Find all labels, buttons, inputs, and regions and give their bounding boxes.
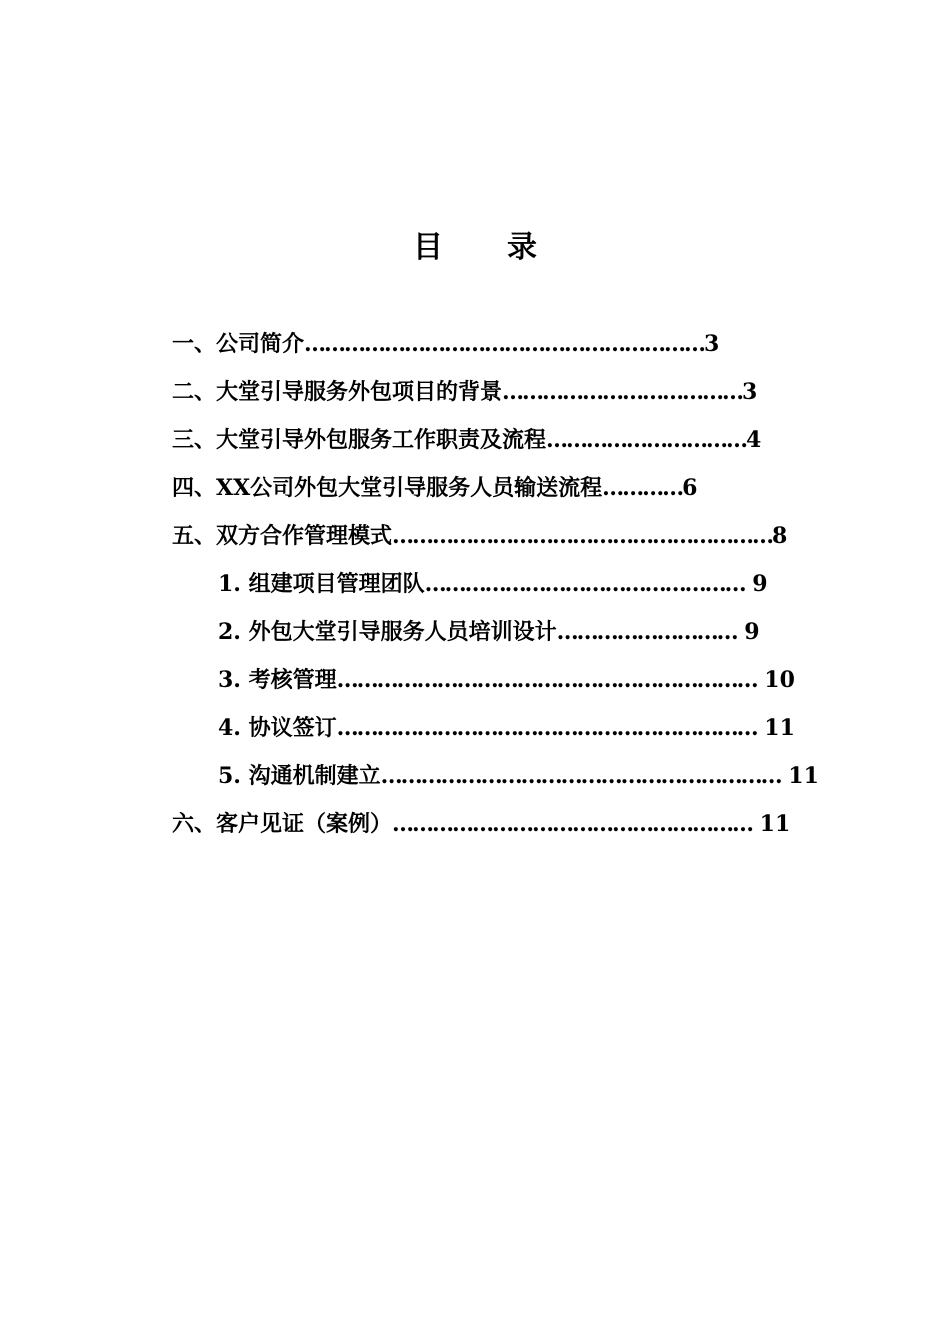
toc-entry-label: 1. 组建项目管理团队 bbox=[218, 571, 425, 597]
toc-title-char-1: 目 bbox=[413, 230, 443, 265]
toc-page-number: 8 bbox=[772, 523, 788, 549]
toc-leader-dots: …………………………………………………… bbox=[304, 331, 705, 357]
toc-entry-6[interactable] bbox=[172, 804, 792, 844]
toc-subentry-3[interactable] bbox=[218, 660, 795, 700]
toc-entry-label: 五、双方合作管理模式 bbox=[172, 523, 393, 549]
toc-page-number: 3 bbox=[742, 379, 758, 405]
toc-leader-dots: ……………………… bbox=[556, 619, 737, 645]
toc-entry-5[interactable] bbox=[172, 516, 788, 556]
toc-leader-dots: ……………………………… bbox=[502, 379, 743, 405]
toc-entry-label: 三、大堂引导外包服务工作职责及流程 bbox=[172, 427, 547, 453]
toc-subentry-4[interactable] bbox=[218, 708, 795, 748]
toc-leader-dots: ………………………………………… bbox=[424, 571, 745, 597]
toc-subentry-5[interactable] bbox=[218, 756, 819, 796]
toc-entry-label: 2. 外包大堂引导服务人员培训设计 bbox=[218, 619, 557, 645]
toc-entry-3[interactable] bbox=[172, 420, 762, 460]
toc-entry-label: 四、XX公司外包大堂引导服务人员输送流程 bbox=[172, 475, 603, 501]
toc-leader-dots: ………………………………………………… bbox=[392, 523, 773, 549]
toc-title bbox=[0, 222, 950, 266]
toc-entry-4[interactable] bbox=[172, 468, 762, 508]
toc-entry-2[interactable] bbox=[172, 372, 762, 412]
toc-entry-label: 二、大堂引导服务外包项目的背景 bbox=[172, 379, 503, 405]
toc-page-number: 11 bbox=[752, 811, 791, 837]
toc-page-number: 10 bbox=[756, 667, 795, 693]
toc-page-number: 4 bbox=[746, 427, 762, 453]
toc-entry-label: 一、公司简介 bbox=[172, 331, 305, 357]
toc-page-number: 9 bbox=[744, 571, 768, 597]
toc-page-number: 9 bbox=[736, 619, 760, 645]
toc-page-number: 11 bbox=[780, 763, 819, 789]
toc-leader-dots: ………… bbox=[602, 475, 683, 501]
toc-leader-dots: ……………………………………………… bbox=[392, 811, 753, 837]
toc-leader-dots: ……………………………………………………… bbox=[336, 715, 757, 741]
toc-title-char-2: 录 bbox=[507, 230, 537, 265]
toc-subentry-1[interactable] bbox=[218, 564, 778, 604]
toc-entry-label: 4. 协议签订 bbox=[218, 715, 337, 741]
toc-page-number: 11 bbox=[756, 715, 795, 741]
toc-entry-label: 5. 沟通机制建立 bbox=[218, 763, 381, 789]
toc-page-number: 3 bbox=[704, 331, 720, 357]
toc-entry-label: 六、客户见证（案例） bbox=[172, 811, 393, 837]
toc-leader-dots: …………………………………………………… bbox=[380, 763, 781, 789]
toc-subentry-2[interactable] bbox=[218, 612, 778, 652]
toc-page-number: 6 bbox=[682, 475, 698, 501]
toc-entry-1[interactable] bbox=[172, 324, 762, 364]
toc-entry-label: 3. 考核管理 bbox=[218, 667, 337, 693]
toc-leader-dots: ……………………………………………………… bbox=[336, 667, 757, 693]
toc-leader-dots: ………………………… bbox=[546, 427, 747, 453]
